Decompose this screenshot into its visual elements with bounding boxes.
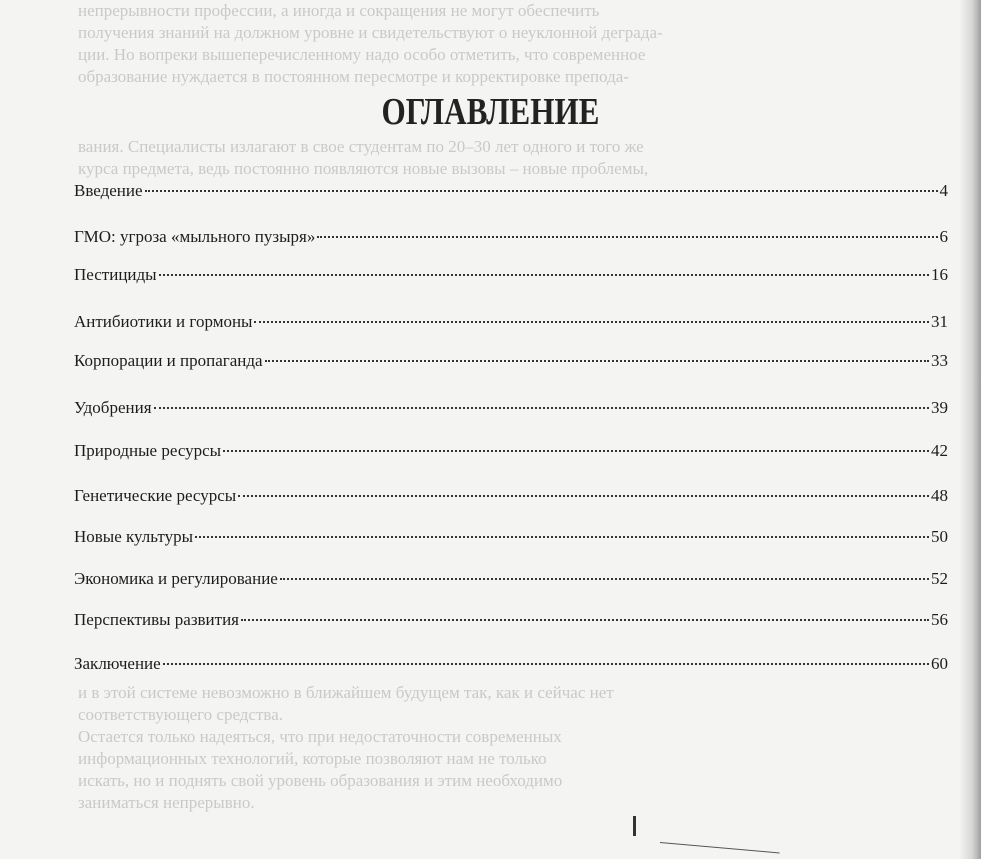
bleed-line: информационных технологий, которые позволяют нам не только — [78, 749, 547, 768]
bleed-through-top-a — [78, 0, 948, 88]
toc-entry-label: Экономика и регулирование — [74, 569, 278, 588]
toc-entry[interactable] — [74, 441, 948, 463]
toc-entry-label: Новые культуры — [74, 527, 194, 546]
dot-leader — [159, 274, 929, 276]
toc-entry[interactable] — [74, 265, 948, 287]
toc-entry-label: Природные ресурсы — [74, 441, 222, 460]
toc-entry-page: 33 — [931, 351, 948, 370]
toc-entry[interactable] — [74, 227, 948, 249]
bleed-line: Остается только надеяться, что при недостаточности современных — [78, 727, 562, 746]
bleed-line: курса предмета, ведь постоянно появляются новые вызовы – новые проблемы, — [78, 159, 649, 178]
page-fold-shadow — [959, 0, 981, 859]
dot-leader — [154, 407, 929, 409]
toc-entry-label: Удобрения — [74, 398, 152, 417]
pen-mark — [633, 816, 636, 836]
bleed-line: получения знаний на должном уровне и свидетельствуют о неуклонной деграда- — [78, 23, 663, 42]
toc-entry[interactable] — [74, 351, 948, 373]
bleed-line: непрерывности профессии, а иногда и сокращения не могут обеспечить — [78, 1, 600, 20]
toc-entry-page: 56 — [931, 610, 948, 629]
dot-leader — [223, 450, 929, 452]
toc-entry[interactable] — [74, 486, 948, 508]
bleed-through-top-b — [78, 136, 948, 180]
dot-leader — [195, 536, 929, 538]
toc-entry-page: 50 — [931, 527, 948, 546]
dot-leader — [280, 578, 929, 580]
toc-entry-label: ГМО: угроза «мыльного пузыря» — [74, 227, 316, 246]
toc-entry-page: 4 — [939, 181, 948, 200]
bleed-line: соответствующего средства. — [78, 705, 284, 724]
bleed-through-bottom — [78, 682, 948, 814]
toc-entry-label: Введение — [74, 181, 143, 200]
toc-entry-label: Генетические ресурсы — [74, 486, 237, 505]
bleed-line: вания. Специалисты излагают в свое студентам по 20–30 лет одного и того же — [78, 137, 644, 156]
toc-entry-label: Перспективы развития — [74, 610, 240, 629]
toc-entry[interactable] — [74, 527, 948, 549]
dot-leader — [265, 360, 929, 362]
dot-leader — [254, 321, 929, 323]
dot-leader — [163, 663, 929, 665]
toc-entry-page: 31 — [931, 312, 948, 331]
pen-stroke — [660, 842, 780, 853]
toc-entry-page: 60 — [931, 654, 948, 673]
page-title: ОГЛАВЛЕНИЕ — [381, 91, 600, 133]
bleed-line: ции. Но вопреки вышеперечисленному надо особо отметить, что современное — [78, 45, 646, 64]
toc-entry-page: 52 — [931, 569, 948, 588]
dot-leader — [145, 190, 938, 192]
toc-entry-label: Заключение — [74, 654, 161, 673]
toc-entry[interactable] — [74, 654, 948, 676]
toc-entry-label: Пестициды — [74, 265, 157, 284]
toc-entry-page: 42 — [931, 441, 948, 460]
toc-entry-page: 39 — [931, 398, 948, 417]
toc-entry-page: 16 — [931, 265, 948, 284]
toc-entry[interactable] — [74, 569, 948, 591]
toc-entry[interactable] — [74, 181, 948, 203]
bleed-line: заниматься непрерывно. — [78, 793, 255, 812]
toc-entry[interactable] — [74, 398, 948, 420]
toc-entry-label: Антибиотики и гормоны — [74, 312, 253, 331]
toc-entry[interactable] — [74, 312, 948, 334]
toc-entry-label: Корпорации и пропаганда — [74, 351, 263, 370]
dot-leader — [241, 619, 929, 621]
toc-entry-page: 6 — [939, 227, 948, 246]
toc-entry[interactable] — [74, 610, 948, 632]
bleed-line: и в этой системе невозможно в ближайшем будущем так, как и сейчас нет — [78, 683, 614, 702]
bleed-line: искать, но и поднять свой уровень образования и этим необходимо — [78, 771, 563, 790]
dot-leader — [317, 236, 937, 238]
dot-leader — [238, 495, 929, 497]
toc-entry-page: 48 — [931, 486, 948, 505]
bleed-line: образование нуждается в постоянном пересмотре и корректировке препода- — [78, 67, 629, 86]
